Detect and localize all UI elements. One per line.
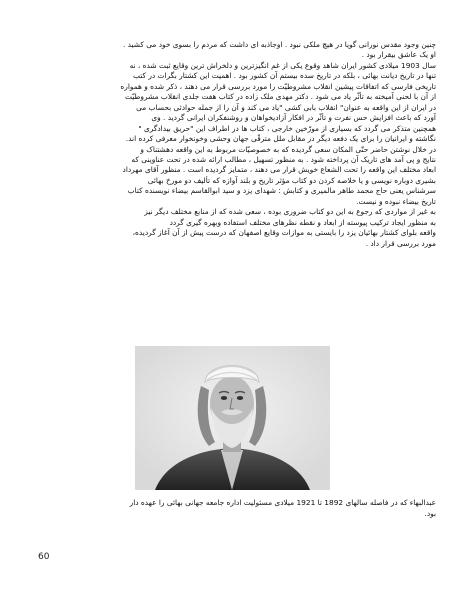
text-line: به غیر از مواردی که رجوع به این دو کتاب ضروری بوده ، سعی شده که از منابع مختلف دیگر نیز: [144, 207, 436, 217]
portrait-photo: [135, 346, 330, 490]
text-line: سرشناس یعنی حاج محمد طاهر مالمیری و کتابش : شهدای یزد و سید ابوالقاسم بیضاء نویسنده کتاب: [127, 186, 436, 196]
photo-caption: [40, 497, 436, 519]
text-line: نتایج و پی آمد های تاریک آن پرداخته شود . به منظور تسهیل ، مطالب ارائه شده در تحت عناوینی که: [131, 154, 436, 164]
caption-line: عبدالبهاء که در فاصله سالهای 1892 تا 1921 میلادی مسئولیت اداره جامعه جهانی بهائی را عهده دار: [129, 498, 436, 507]
text-line: آورد که باعث افزایش حس نفرت و تأثّر در افکار آزادیخواهان و روشنفکران ایرانی گردید . وی: [151, 113, 436, 123]
portrait-image: [135, 346, 330, 490]
body-text: [40, 40, 436, 249]
text-line: در ایران از این واقعه به عنوان" انقلاب بابی کشی "یاد می کند و آن را از جمله حوادثی بحساب می: [136, 102, 436, 112]
text-line: تاریخ بیضاء نبوده و نیست.: [356, 196, 436, 206]
text-line: در خلال نوشتن حاضر حتّی المکان سعی گردیده که به خصوصیّات مربوط به این واقعه دهشتناک و: [140, 144, 436, 154]
text-line: مورد بررسی قرار داد .: [365, 238, 436, 248]
text-line: چنین وجود مقدس نورانی گویا در هیچ ملکی نبود . اوجاذبه ای داشت که مردم را بسوی خود می کشید .: [122, 40, 436, 49]
text-line: نگاشته و ایرانیان را برای یک دفعه دیگر در مقابل ملل مترقّی جهان وحشی وخونخوار معرفی کرده اند.: [125, 134, 436, 144]
text-line: او یک عاشق بیقرار بود .: [361, 50, 436, 60]
page-number: 60: [38, 552, 50, 562]
text-line: از آن با لحنی آمیخته به تأثّر یاد می شود . دکتر مهدی ملک زاده در کتاب هفت جلدی انقلاب مشروطیّت: [125, 92, 436, 102]
text-line: سال 1903 میلادی کشور ایران شاهد وقوع یکی از غم انگیزترین و دلخراش ترین وقایع ثبت شده ، نه: [129, 60, 436, 70]
text-line: تاریخی فارسی که اتفاقات پیشین انقلاب مشروطیّت را مورد بررسی قرار می دهند ، ذکر شده و همواره: [120, 81, 436, 91]
text-line: به منظور ایجاد ترکیب پیوسته از ابعاد و نقطه نظرهای مختلف استفاده وبهره گیری گردد: [169, 217, 436, 227]
text-line: واقعه بلوای کشتار بهائیان یزد را بایستی به موازات وقایع اصفهان که درست پیش از آن آغاز گردیده،: [132, 228, 436, 238]
caption-line: بود.: [424, 509, 436, 518]
text-line: تنها در تاریخ دیانت بهائی ، بلکه در تاریخ سده بیستم آن کشور بود . اهمیت این کشتار بگرات در کتب: [132, 71, 436, 81]
text-line: ابعاد مختلف این واقعه را تحت الشعاع خویش قرار می دهند ، متمایز گردیده است . منظور آقای مهرداد: [122, 165, 436, 175]
text-line: همچنین متذکر می گردد که بسیاری از مورّخین خارجی ، کتاب ها در اطراف این "حریق بیدادگری ": [138, 123, 436, 133]
text-line: بشیری دوباره نویسی و یا خلاصه کردن دو کتاب مؤثر تاریخ و بلند آوازه که تألیف دو مورخ بهائی: [147, 175, 436, 185]
